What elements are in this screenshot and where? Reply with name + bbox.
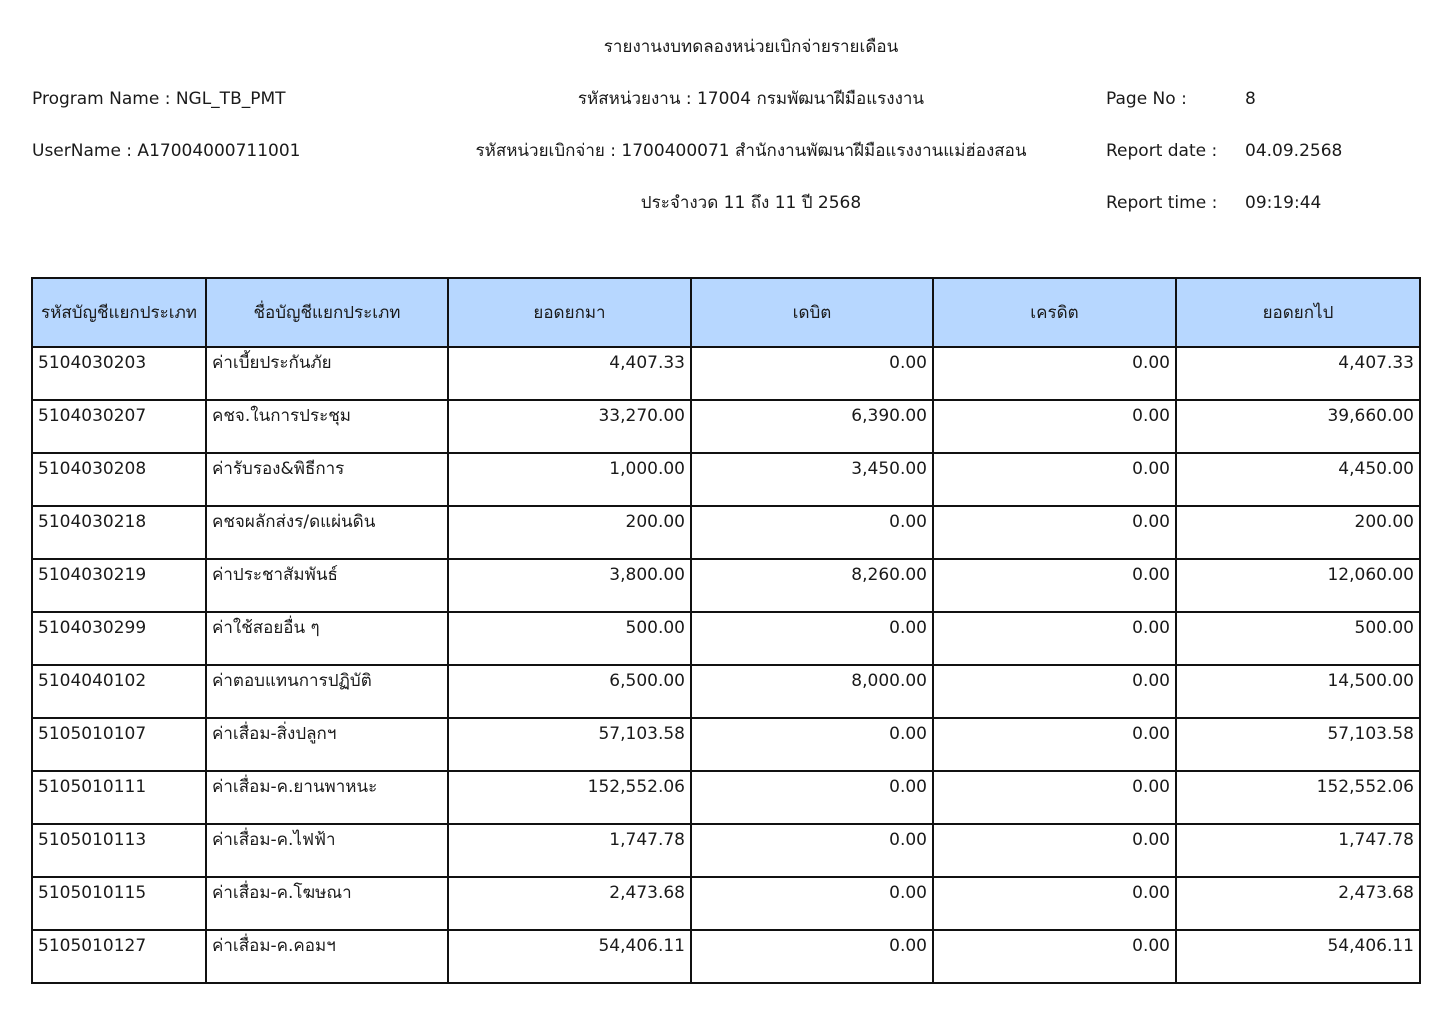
column-header-debit: เดบิต xyxy=(691,278,933,347)
account-name-cell: ค่าใช้สอยอื่น ๆ xyxy=(206,612,448,665)
column-header-opening-balance: ยอดยกมา xyxy=(448,278,691,347)
debit-cell: 0.00 xyxy=(691,824,933,877)
debit-cell: 3,450.00 xyxy=(691,453,933,506)
credit-cell: 0.00 xyxy=(933,400,1176,453)
closing-balance-cell: 14,500.00 xyxy=(1176,665,1420,718)
account-name-cell: ค่าเสื่อม-สิ่งปลูกฯ xyxy=(206,718,448,771)
disbursement-unit: รหัสหน่วยเบิกจ่าย : 1700400071 สำนักงานพัฒนาฝีมือแรงงานแม่ฮ่องสอน xyxy=(475,141,1027,161)
account-code-cell: 5105010111 xyxy=(32,771,206,824)
closing-balance-cell: 57,103.58 xyxy=(1176,718,1420,771)
account-code-cell: 5104030203 xyxy=(32,347,206,400)
opening-balance-cell: 1,000.00 xyxy=(448,453,691,506)
account-code-cell: 5104030218 xyxy=(32,506,206,559)
opening-balance-cell: 200.00 xyxy=(448,506,691,559)
credit-cell: 0.00 xyxy=(933,718,1176,771)
account-code-cell: 5105010107 xyxy=(32,718,206,771)
report-date-label: Report date : xyxy=(1106,141,1218,161)
closing-balance-cell: 500.00 xyxy=(1176,612,1420,665)
table-row xyxy=(32,453,1420,506)
debit-cell: 0.00 xyxy=(691,506,933,559)
account-name-cell: ค่าเบี้ยประกันภัย xyxy=(206,347,448,400)
closing-balance-cell: 39,660.00 xyxy=(1176,400,1420,453)
table-row xyxy=(32,559,1420,612)
opening-balance-cell: 4,407.33 xyxy=(448,347,691,400)
account-code-cell: 5104030299 xyxy=(32,612,206,665)
table-row xyxy=(32,665,1420,718)
debit-cell: 0.00 xyxy=(691,771,933,824)
table-row xyxy=(32,824,1420,877)
opening-balance-cell: 152,552.06 xyxy=(448,771,691,824)
report-title: รายงานงบทดลองหน่วยเบิกจ่ายรายเดือน xyxy=(603,37,899,57)
credit-cell: 0.00 xyxy=(933,347,1176,400)
account-name-cell: ค่ารับรอง&พิธีการ xyxy=(206,453,448,506)
program-name: Program Name : NGL_TB_PMT xyxy=(32,89,286,109)
trial-balance-table xyxy=(31,277,1421,984)
page-no-label: Page No : xyxy=(1106,89,1187,109)
credit-cell: 0.00 xyxy=(933,771,1176,824)
table-row xyxy=(32,400,1420,453)
closing-balance-cell: 152,552.06 xyxy=(1176,771,1420,824)
table-row xyxy=(32,612,1420,665)
table-row xyxy=(32,877,1420,930)
account-code-cell: 5104030207 xyxy=(32,400,206,453)
account-code-cell: 5104030219 xyxy=(32,559,206,612)
closing-balance-cell: 1,747.78 xyxy=(1176,824,1420,877)
closing-balance-cell: 54,406.11 xyxy=(1176,930,1420,983)
account-code-cell: 5105010113 xyxy=(32,824,206,877)
report-time-value: 09:19:44 xyxy=(1245,193,1322,213)
report-period: ประจำงวด 11 ถึง 11 ปี 2568 xyxy=(640,193,862,213)
table-row xyxy=(32,771,1420,824)
account-name-cell: คชจผลักส่งร/ดแผ่นดิน xyxy=(206,506,448,559)
credit-cell: 0.00 xyxy=(933,559,1176,612)
column-header-account-code: รหัสบัญชีแยกประเภท xyxy=(32,278,206,347)
account-name-cell: ค่าเสื่อม-ค.โฆษณา xyxy=(206,877,448,930)
opening-balance-cell: 57,103.58 xyxy=(448,718,691,771)
opening-balance-cell: 2,473.68 xyxy=(448,877,691,930)
credit-cell: 0.00 xyxy=(933,506,1176,559)
account-code-cell: 5105010115 xyxy=(32,877,206,930)
account-name-cell: ค่าประชาสัมพันธ์ xyxy=(206,559,448,612)
debit-cell: 0.00 xyxy=(691,347,933,400)
debit-cell: 8,000.00 xyxy=(691,665,933,718)
credit-cell: 0.00 xyxy=(933,665,1176,718)
closing-balance-cell: 2,473.68 xyxy=(1176,877,1420,930)
credit-cell: 0.00 xyxy=(933,824,1176,877)
closing-balance-cell: 12,060.00 xyxy=(1176,559,1420,612)
page-no-value: 8 xyxy=(1245,89,1256,109)
closing-balance-cell: 200.00 xyxy=(1176,506,1420,559)
opening-balance-cell: 500.00 xyxy=(448,612,691,665)
column-header-closing-balance: ยอดยกไป xyxy=(1176,278,1420,347)
account-code-cell: 5105010127 xyxy=(32,930,206,983)
column-header-credit: เครดิต xyxy=(933,278,1176,347)
opening-balance-cell: 1,747.78 xyxy=(448,824,691,877)
debit-cell: 8,260.00 xyxy=(691,559,933,612)
account-name-cell: ค่าเสื่อม-ค.คอมฯ xyxy=(206,930,448,983)
credit-cell: 0.00 xyxy=(933,612,1176,665)
table-header-row xyxy=(32,278,1420,347)
report-date-value: 04.09.2568 xyxy=(1245,141,1343,161)
table-row xyxy=(32,347,1420,400)
credit-cell: 0.00 xyxy=(933,453,1176,506)
closing-balance-cell: 4,407.33 xyxy=(1176,347,1420,400)
credit-cell: 0.00 xyxy=(933,877,1176,930)
account-name-cell: ค่าตอบแทนการปฏิบัติ xyxy=(206,665,448,718)
account-code-cell: 5104030208 xyxy=(32,453,206,506)
closing-balance-cell: 4,450.00 xyxy=(1176,453,1420,506)
table-row xyxy=(32,930,1420,983)
opening-balance-cell: 54,406.11 xyxy=(448,930,691,983)
account-name-cell: ค่าเสื่อม-ค.ไฟฟ้า xyxy=(206,824,448,877)
account-name-cell: ค่าเสื่อม-ค.ยานพาหนะ xyxy=(206,771,448,824)
opening-balance-cell: 3,800.00 xyxy=(448,559,691,612)
debit-cell: 0.00 xyxy=(691,877,933,930)
account-name-cell: คชจ.ในการประชุม xyxy=(206,400,448,453)
debit-cell: 6,390.00 xyxy=(691,400,933,453)
user-name: UserName : A17004000711001 xyxy=(32,141,301,161)
opening-balance-cell: 6,500.00 xyxy=(448,665,691,718)
account-code-cell: 5104040102 xyxy=(32,665,206,718)
column-header-account-name: ชื่อบัญชีแยกประเภท xyxy=(206,278,448,347)
table-row xyxy=(32,506,1420,559)
credit-cell: 0.00 xyxy=(933,930,1176,983)
debit-cell: 0.00 xyxy=(691,718,933,771)
debit-cell: 0.00 xyxy=(691,930,933,983)
table-row xyxy=(32,718,1420,771)
debit-cell: 0.00 xyxy=(691,612,933,665)
report-time-label: Report time : xyxy=(1106,193,1218,213)
opening-balance-cell: 33,270.00 xyxy=(448,400,691,453)
agency-code: รหัสหน่วยงาน : 17004 กรมพัฒนาฝีมือแรงงาน xyxy=(577,89,925,109)
